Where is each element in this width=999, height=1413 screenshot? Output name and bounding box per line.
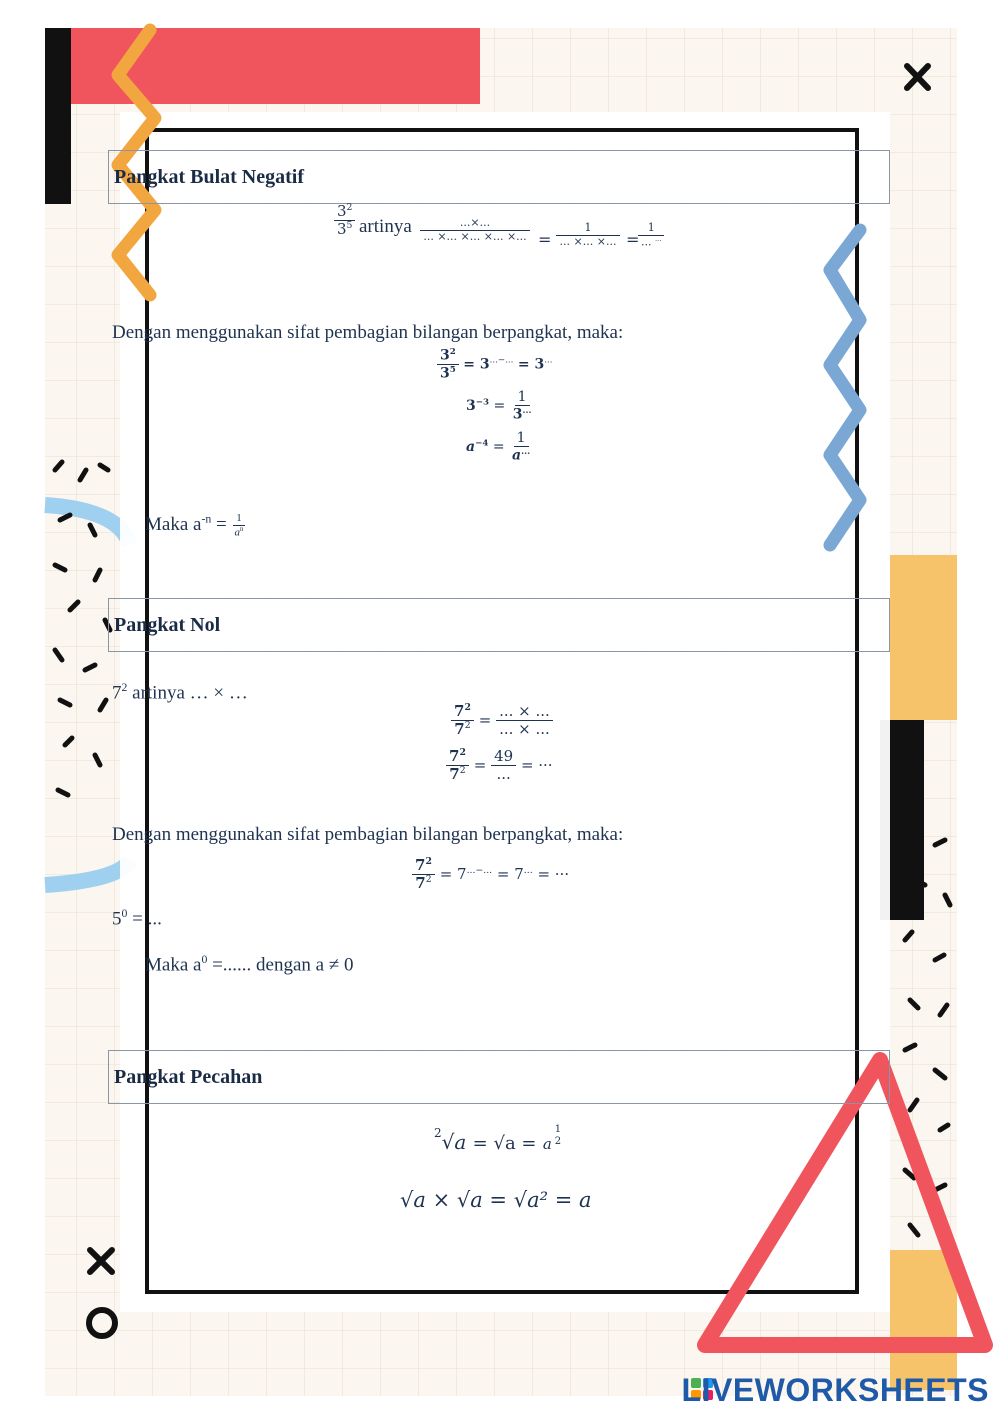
equals-sign: = xyxy=(626,230,640,249)
pecahan-equation-1: $^2$√a = √a = a 1 2 xyxy=(434,1124,562,1154)
liveworksheets-brand: LIVEWORKSHEETS xyxy=(681,1372,989,1408)
section-header-negatif: Pangkat Bulat Negatif xyxy=(108,150,890,204)
orange-block-right xyxy=(890,555,957,720)
equals-sign: = xyxy=(538,230,552,249)
section-header-nol: Pangkat Nol xyxy=(108,598,890,652)
black-bar-left xyxy=(45,28,71,204)
five-power-zero: $5^0$ = ... xyxy=(112,907,162,930)
equation-line-1: $\frac{3^2}{3^5}$ = 3...−... = 3... xyxy=(437,347,553,382)
final-fraction: $\frac{1}{... ^{...}}$ xyxy=(638,222,665,249)
pecahan-equation-2: √a × √a = √a² = a xyxy=(400,1188,592,1212)
maka-rule-negatif: Maka $a^{-n}$ = $\frac{1}{a^n}$ xyxy=(145,512,244,539)
nol-equation-3: $\frac{7^2}{7^2}$ = 7...−... = 7... = ··· xyxy=(412,857,569,893)
equation-line-2: $3^{-3}$ = $\frac{1}{3^{...}}$ xyxy=(466,389,532,423)
artinya-label: artinya xyxy=(359,216,412,237)
simplified-fraction: $\frac{1}{... \times... \times...}$ xyxy=(556,222,620,248)
maka-rule-nol: Maka $a^0$ =...... dengan a ≠ 0 xyxy=(145,953,354,976)
expansion-fraction: $\frac{...\times...}{... \times... \times... \times... \times...}$ xyxy=(420,217,530,243)
rule-text-nol: Dengan menggunakan sifat pembagian bilangan berpangkat, maka: xyxy=(112,824,624,845)
nol-equation-1: $\frac{7^2}{7^2}$ = $\frac{... \times ...}{... \times ...}$ xyxy=(451,703,553,739)
orange-block-right-bottom xyxy=(890,1250,957,1390)
intro-fraction: $\frac{3^2}{3^5}$ xyxy=(334,203,355,239)
artinya-line-nol: $7^2$ artinya … × … xyxy=(112,681,248,704)
nol-equation-2: $\frac{7^2}{7^2}$ = $\frac{49}{...}$ = ··· xyxy=(446,748,553,784)
equation-line-3: $a^{-4}$ = $\frac{1}{a^{...}}$ xyxy=(466,430,531,464)
section-header-pecahan: Pangkat Pecahan xyxy=(108,1050,890,1104)
rule-text: Dengan menggunakan sifat pembagian bilangan berpangkat, maka: xyxy=(112,322,624,343)
